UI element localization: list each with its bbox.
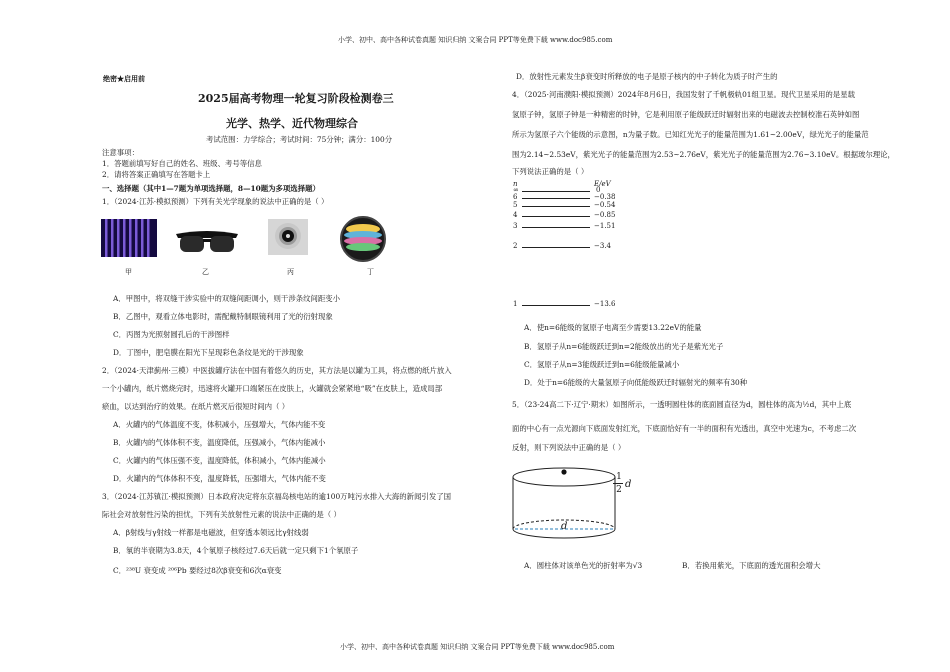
level-n: 2 [513,242,518,250]
question-3-stem: 际社会对放射性污染的担忧，下列有关放射性元素的说法中正确的是（ ） [102,510,341,519]
page-header: 小学、初中、高中各种试卷真题 知识归纳 文案合同 PPT等免费下载 www.doc985.com [338,36,613,44]
level-n: 4 [513,211,518,219]
question-4-stem: 下列说法正确的是（ ） [512,167,589,176]
question-2-stem: 2．（2024·天津蓟州·三模）中医拔罐疗法在中国有着悠久的历史，其方法是以罐为工具，将点燃的纸片放入 [102,366,452,375]
height-var: d [625,479,632,490]
fraction-bar [613,483,623,484]
secret-label: 绝密★启用前 [103,74,145,83]
option-d: D．处于n=6能级的大量氢原子向低能级跃迁时辐射光的频率有30种 [524,378,748,387]
option-c: C．氢原子从n=3能级跃迁到n=6能级能量减小 [524,360,680,369]
option-b: B．火罐内的气体体积不变，温度降低，压强减小，气体内能减小 [113,438,326,447]
option-a: A．甲图中，将双缝干涉实验中的双缝间距调小，则干涉条纹间距变小 [113,294,341,303]
option-d: D．丁图中，肥皂膜在阳光下呈现彩色条纹是光的干涉现象 [113,348,304,357]
option-d: D．火罐内的气体体积不变，温度降低，压强增大，气体内能不变 [113,474,326,483]
level-energy: 0 [596,186,601,194]
option-c: C．丙图为光照射圆孔后的干涉图样 [113,330,230,339]
axis-e-label: E/eV [594,180,611,188]
option-c: C．²³⁸U 衰变成 ²⁰⁶Pb 要经过8次β衰变和6次α衰变 [113,566,282,575]
question-5-stem: 反射，则下列说法中正确的是（ ） [512,443,626,452]
figure-caption: 甲 [125,268,132,276]
level-line [522,198,590,199]
level-line [522,206,590,207]
question-2-stem: 瘀血，以达到治疗的效果。在纸片燃灭后很短时间内（ ） [102,402,290,411]
option-a: A．圆柱体对该单色光的折射率为√3 [524,561,643,570]
question-2-stem: 一个小罐内，纸片燃烧完时，迅速将火罐开口端紧压在皮肤上，火罐就会紧紧地“吸”在皮肤上，造成局部 [102,384,443,393]
question-5-stem: 5．（23-24高二下·辽宁·期末）如图所示，一透明圆柱体的底面圆直径为d，圆柱体的高为½d，其中上底 [512,400,852,409]
cylinder-svg [508,460,648,560]
note-item: 2．请将答案正确填写在答题卡上 [102,170,211,179]
level-energy: −1.51 [594,222,616,230]
option-b: B．若换用紫光，下底面的透光面积会增大 [682,561,821,570]
height-fraction-den: 2 [616,485,622,495]
question-4-stem: 围为2.14~2.53eV，紫光光子的能量范围为2.53~2.76eV，紫光光子的能量范围为2.76~3.10eV。根据玻尔理论， [512,150,895,159]
soap-film-svg [338,215,388,263]
option-a: A．火罐内的气体温度不变，体积减小，压强增大，气体内能不变 [113,420,326,429]
level-n: 6 [513,193,518,201]
option-c: C．火罐内的气体压强不变，温度降低，体积减小，气体内能减小 [113,456,326,465]
light-source-point [561,469,566,474]
option-a: A．使n=6能级的氢原子电离至少需要13.22eV的能量 [524,323,702,332]
level-line [522,305,590,306]
question-1-stem: 1．（2024·江苏·模拟预测）下列有关光学现象的说法中正确的是（ ） [102,197,329,206]
section-heading: 一、选择题（其中1—7题为单项选择题，8—10题为多项选择题） [102,184,320,193]
level-line [522,216,590,217]
level-energy: −0.38 [594,193,616,201]
question-3-stem: 3．（2024·江苏镇江·模拟预测）日本政府决定将东京福岛核电站的逾100万吨污水排入大海的新闻引发了国 [102,492,452,501]
level-n: 5 [513,201,518,209]
option-b: B．氢原子从n=6能级跃迁到n=2能级放出的光子是紫光光子 [524,342,724,351]
level-line [522,227,590,228]
page-title: 2025届高考物理一轮复习阶段检测卷三 [198,92,394,105]
question-4-stem: 所示为氢原子六个能级的示意图，n为量子数。已知红光光子的能量范围为1.61~2.00eV，绿光光子的能量范 [512,130,869,139]
level-n: 1 [513,300,518,308]
note-item: 1．答题前填写好自己的姓名、班级、考号等信息 [102,159,262,168]
axis-n-label: n [513,180,518,188]
soap-film-image [338,215,388,263]
level-n: 3 [513,222,518,230]
fringe-image [101,219,157,257]
level-energy: −0.85 [594,211,616,219]
option-b: B．氡的半衰期为3.8天，4个氡原子核经过7.6天后就一定只剩下1个氡原子 [113,546,359,555]
level-line [522,247,590,248]
figure-caption: 丙 [287,268,294,276]
question-4-stem: 氢原子钟，氢原子钟是一种精密的时钟，它是利用原子能级跃迁时辐射出来的电磁波去控制校准石英钟如图 [512,110,860,119]
question-5-stem: 面的中心有一点光源向下底面发射红光，下底面恰好有一半的面积有光透出，真空中光速为c，不考虑二次 [512,424,857,433]
page-footer: 小学、初中、高中各种试卷真题 知识归纳 文案合同 PPT等免费下载 www.doc985.com [340,643,615,651]
aperture-image [268,219,308,255]
level-n: ∞ [513,186,519,194]
cylinder-figure [508,460,648,560]
exam-info: 考试范围：力学综合；考试时间：75分钟；满分：100分 [206,135,393,144]
question-4-stem: 4．（2025·河南濮阳·模拟预测）2024年8月6日，我国发射了千帆极轨01组卫星。现代卫星采用的是星载 [512,90,855,99]
level-line [522,191,590,192]
glasses-image [174,224,240,260]
option-d: D．放射性元素发生β衰变时所释放的电子是原子核内的中子转化为质子时产生的 [516,72,778,81]
level-energy: −0.54 [594,201,616,209]
option-a: A．β射线与γ射线一样都是电磁波，但穿透本领远比γ射线弱 [113,528,309,537]
figure-caption: 丁 [367,268,374,276]
height-fraction-num: 1 [616,472,622,482]
diameter-label: d [561,521,568,532]
option-b: B．乙图中，观看立体电影时，需配戴特制眼镜利用了光的衍射现象 [113,312,333,321]
notes-title: 注意事项： [102,148,139,157]
fringe-image-svg [101,219,157,257]
aperture-svg [268,219,308,255]
glasses-icon [174,224,240,260]
level-energy: −13.6 [594,300,616,308]
level-energy: −3.4 [594,242,611,250]
page-subtitle: 光学、热学、近代物理综合 [226,117,358,130]
figure-caption: 乙 [202,268,209,276]
